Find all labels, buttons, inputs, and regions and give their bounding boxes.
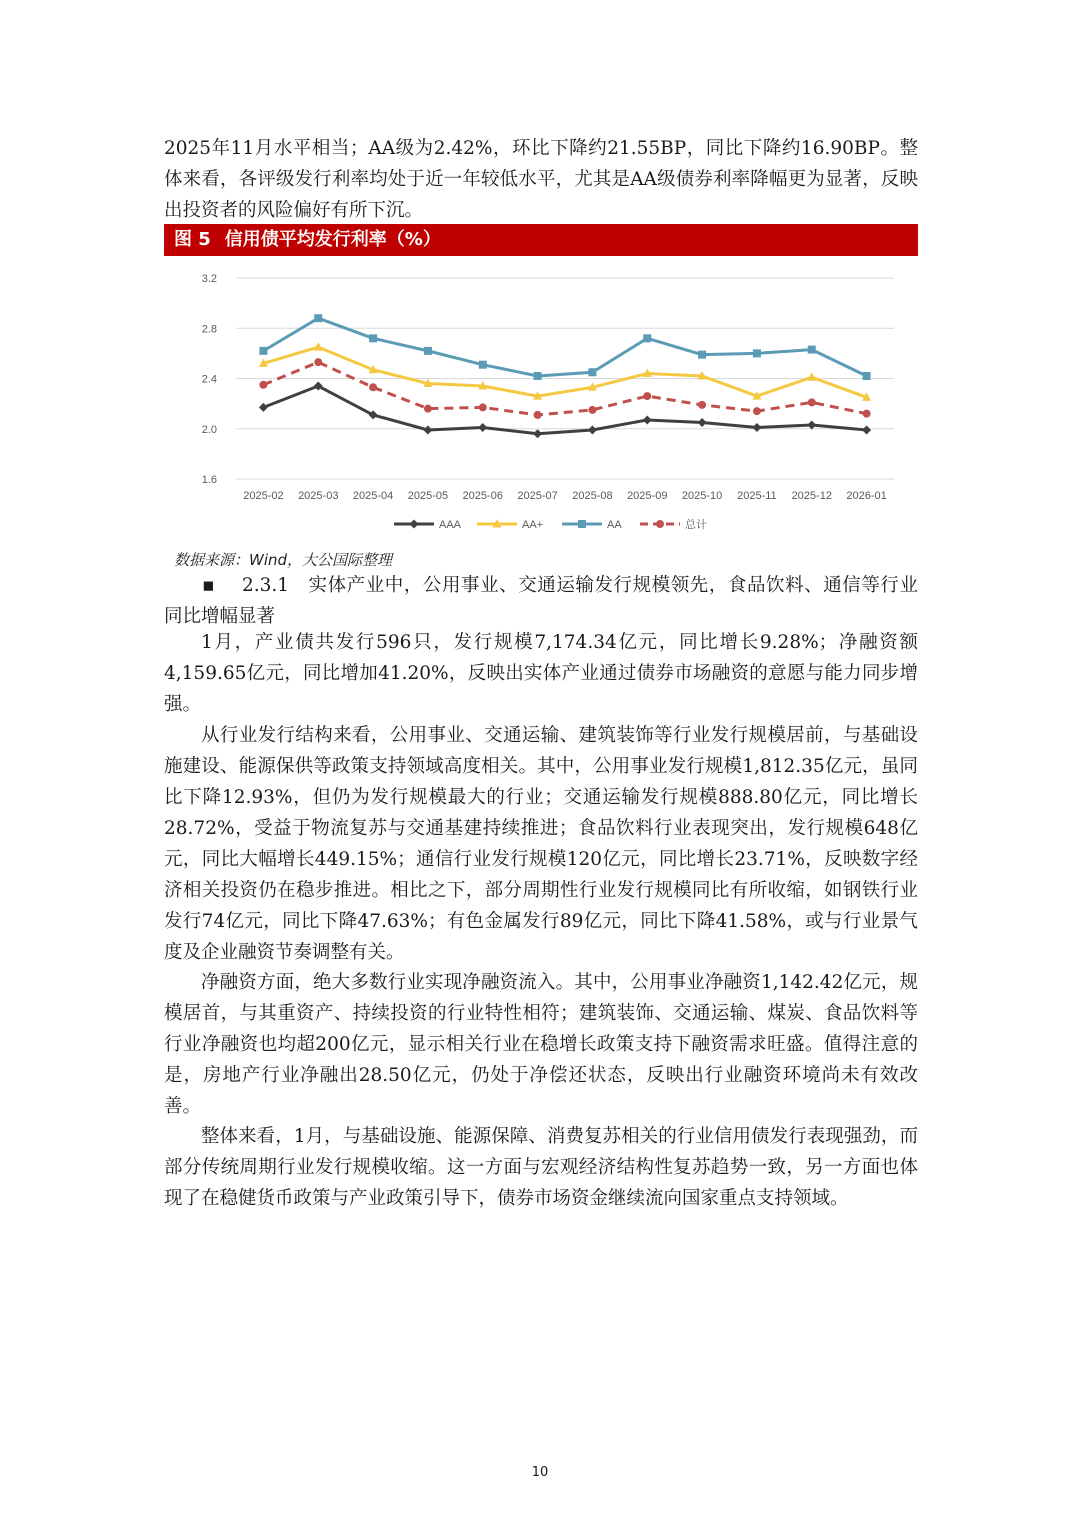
y-tick-label: 3.2 <box>201 273 217 285</box>
x-tick-label: 2025-05 <box>407 490 449 502</box>
x-tick-label: 2025-04 <box>352 490 394 502</box>
figure-title-banner <box>164 224 918 256</box>
legend-label-total: 总计 <box>685 519 707 531</box>
data-point-total <box>698 401 706 409</box>
y-tick-label: 2.8 <box>201 323 217 336</box>
data-point-aa <box>753 349 761 357</box>
data-point-aa-plus <box>807 372 816 381</box>
body-paragraph-2: 从行业发行结构来看，公用事业、交通运输、建筑装饰等行业发行规模居前，与基础设施建设、能源保供等政策支持领域高度相关。其中，公用事业发行规模1,812.35亿元，虽同比下降12.93%，但仍为发行规模最大的行业；交通运输发行规模888.80亿元，同比增长28.72%，受益于物流复苏与交通基建持续推进；食品饮料行业表现突出，发行规模648亿元，同比大幅增长449.15%；通信行业发行规模120亿元，同比增长23.71%，反映数字经济相关投资仍在稳步推进。相比之下，部分周期性行业发行规模同比有所收缩，如钢铁行业发行74亿元，同比下降47.63%；有色金属发行89亿元，同比下降41.58%，或与行业景气度及企业融资节奏调整有关。 <box>164 725 918 963</box>
legend-label-aaa: AAA <box>439 519 462 531</box>
series-line-aa <box>263 318 866 376</box>
body-paragraph-1: 1月，产业债共发行596只，发行规模7,174.34亿元，同比增长9.28%；净融资额4,159.65亿元，同比增加41.20%，反映出实体产业通过债券市场融资的意愿与能力同步增强。 <box>164 632 918 715</box>
legend-marker-aaa <box>410 520 419 529</box>
figure-label: 图 5 <box>174 229 211 250</box>
data-point-total <box>588 406 596 414</box>
bullet-icon: ▪ <box>202 575 215 596</box>
rate-line-chart <box>164 258 918 548</box>
figure-title: 信用债平均发行利率（%） <box>224 229 441 250</box>
data-point-total <box>863 410 871 418</box>
y-tick-label: 2.4 <box>201 373 217 386</box>
data-point-total <box>479 403 487 411</box>
data-point-aa <box>424 347 432 355</box>
data-point-total <box>424 405 432 413</box>
data-point-aaa <box>533 429 542 438</box>
data-point-total <box>753 407 761 415</box>
legend-label-aa-plus: AA+ <box>522 519 544 531</box>
data-point-aa <box>534 372 542 380</box>
x-tick-label: 2025-10 <box>681 490 723 502</box>
x-tick-label: 2025-12 <box>791 490 832 502</box>
data-point-total <box>643 392 651 400</box>
data-point-aaa <box>588 426 597 435</box>
data-point-aaa <box>259 403 268 412</box>
series-line-aa-plus <box>263 347 866 397</box>
data-point-aaa <box>478 423 487 432</box>
data-point-aaa <box>807 420 816 429</box>
x-tick-label: 2025-03 <box>298 490 339 502</box>
body-paragraph-3: 净融资方面，绝大多数行业实现净融资流入。其中，公用事业净融资1,142.42亿元，规模居首，与其重资产、持续投资的行业特性相符；建筑装饰、交通运输、煤炭、食品饮料等行业净融资也均超200亿元，显示相关行业在稳增长政策支持下融资需求旺盛。值得注意的是，房地产行业净融出28.50亿元，仍处于净偿还状态，反映出行业融资环境尚未有效改善。 <box>164 972 918 1117</box>
x-tick-label: 2025-08 <box>572 490 613 502</box>
body-paragraph-4: 整体来看，1月，与基础设施、能源保障、消费复苏相关的行业信用债发行表现强劲，而部分传统周期行业发行规模收缩。这一方面与宏观经济结构性复苏趋势一致，另一方面也体现了在稳健货币政策与产业政策引导下，债券市场资金继续流向国家重点支持领域。 <box>164 1126 918 1209</box>
legend-label-aa: AA <box>607 519 622 531</box>
section-heading <box>164 570 918 632</box>
data-point-aa <box>863 372 871 380</box>
x-tick-label: 2025-02 <box>243 490 284 502</box>
page-number: 10 <box>531 1465 549 1480</box>
data-point-aaa <box>862 426 871 435</box>
x-tick-label: 2025-09 <box>627 490 668 502</box>
y-tick-label: 2.0 <box>201 423 217 436</box>
data-point-total <box>259 381 267 389</box>
data-point-aa <box>588 368 596 376</box>
data-point-aa <box>369 334 377 342</box>
legend-marker-total <box>656 520 664 528</box>
x-tick-label: 2025-07 <box>517 490 558 502</box>
x-tick-label: 2025-11 <box>737 490 777 502</box>
x-tick-label: 2025-06 <box>462 490 503 502</box>
section-number: 2.3.1 <box>242 575 290 596</box>
data-point-aa <box>479 361 487 369</box>
y-tick-label: 1.6 <box>201 474 217 486</box>
data-point-aa <box>808 346 816 354</box>
data-point-aa <box>698 351 706 359</box>
data-point-aaa <box>752 423 761 432</box>
x-tick-label: 2026-01 <box>846 490 887 502</box>
data-point-aaa <box>643 415 652 424</box>
data-point-aa-plus <box>314 342 323 351</box>
data-point-total <box>808 398 816 406</box>
section-title: 实体产业中，公用事业、交通运输发行规模领先，食品饮料、通信等行业同比增幅显著 <box>164 575 918 627</box>
data-point-aa <box>643 334 651 342</box>
data-point-aaa <box>698 418 707 427</box>
intro-paragraph: 2025年11月水平相当；AA级为2.42%，环比下降约21.55BP，同比下降约16.90BP。整体来看，各评级发行利率均处于近一年较低水平，尤其是AA级债券利率降幅更为显著，反映出投资者的风险偏好有所下沉。 <box>164 138 918 221</box>
data-point-total <box>314 358 322 366</box>
data-point-total <box>369 383 377 391</box>
data-point-total <box>534 411 542 419</box>
data-point-aaa <box>423 426 432 435</box>
legend-marker-aa <box>578 520 586 528</box>
data-point-aa <box>314 314 322 322</box>
data-source-note: 数据来源：Wind，大公国际整理 <box>174 551 393 569</box>
data-point-aa <box>259 347 267 355</box>
